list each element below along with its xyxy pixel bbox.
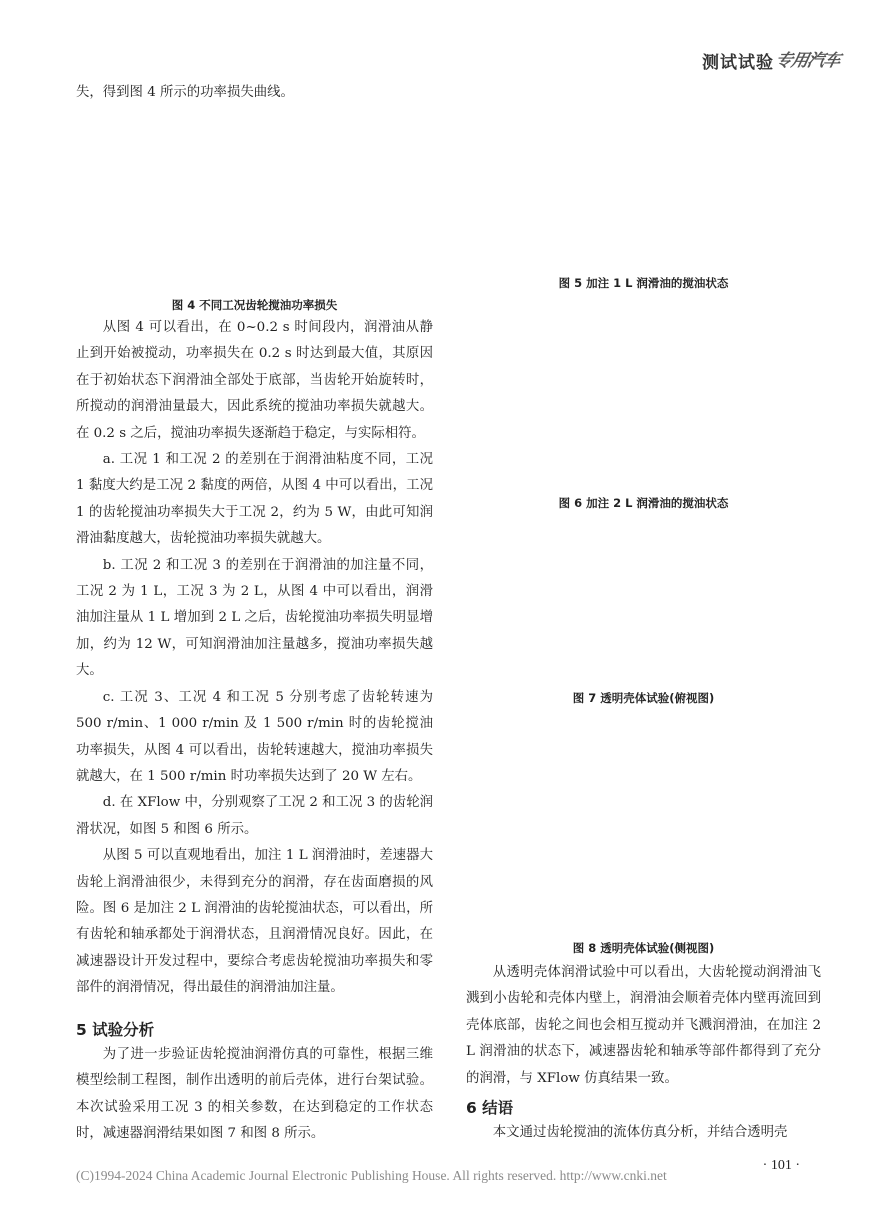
journal-logo: 专用汽车 [773,51,842,71]
paragraph-case-d: d. 在 XFlow 中，分别观察了工况 2 和工况 3 的齿轮润滑状况，如图 5 和图 6 所示。 [76,795,433,837]
paragraph-case-c: c. 工况 3、工况 4 和工况 5 分别考虑了齿轮转速为 500 r/min、1 000 r/min 及 1 500 r/min 时的齿轮搅油功率损失，从图 4 可以看出，齿轮转速越大，搅油功率损失就越大，在 1 500 r/min 时功率损失达到了 20 W 左右。 [76,689,433,784]
figure-7-caption: 图 7 透明壳体试验(俯视图) [572,691,715,705]
paragraph-case-a: a. 工况 1 和工况 2 的差别在于润滑油粘度不同，工况 1 黏度大约是工况 2 黏度的两倍，从图 4 中可以看出，工况 1 的齿轮搅油功率损失大于工况 2，约为 5 W，由此可知润滑油黏度越大，齿轮搅油功率损失就越大。 [76,452,433,547]
running-header-section: 测试试验 [702,53,774,73]
section-6-body [466,1120,821,1146]
right-body [466,960,821,1092]
section-6-heading: 6 结语 [466,1099,514,1117]
section-6-paragraph: 本文通过齿轮搅油的流体仿真分析，并结合透明壳 [492,1125,788,1140]
figure-6-caption: 图 6 加注 2 L 润滑油的搅油状态 [558,496,729,510]
left-body [76,315,433,1002]
section-5-body [76,1042,433,1148]
section-5-paragraph: 为了进一步验证齿轮搅油润滑仿真的可靠性，根据三维模型绘制工程图，制作出透明的前后壳体，进行台架试验。本次试验采用工况 3 的相关参数，在达到稳定的工作状态时，减速器润滑结果如图 7 和图 8 所示。 [76,1047,433,1142]
transparent-housing-paragraph: 从透明壳体润滑试验中可以看出，大齿轮搅动润滑油飞溅到小齿轮和壳体内壁上，润滑油会顺着壳体内壁再流回到壳体底部，齿轮之间也会相互搅动并飞溅润滑油，在加注 2 L 润滑油的状态下，减速器齿轮和轴承等部件都得到了充分的润滑，与 XFlow 仿真结果一致。 [466,965,821,1086]
figure-8-caption: 图 8 透明壳体试验(侧视图) [572,941,715,955]
section-5-heading: 5 试验分析 [76,1021,155,1039]
figure-5-caption: 图 5 加注 1 L 润滑油的搅油状态 [558,276,729,290]
left-intro [76,80,433,106]
page-number: · 101 · [762,1158,800,1173]
paragraph-case-b: b. 工况 2 和工况 3 的差别在于润滑油的加注量不同，工况 2 为 1 L，工况 3 为 2 L，从图 4 中可以看出，润滑油加注量从 1 L 增加到 2 L 之后，齿轮搅油功率损失明显增加，约为 12 W，可知润滑油加注量越多，搅油功率损失越大。 [76,557,433,679]
intro-line: 失，得到图 4 所示的功率损失曲线。 [76,85,294,100]
paragraph-fig5-fig6: 从图 5 可以直观地看出，加注 1 L 润滑油时，差速器大齿轮上润滑油很少，未得到充分的润滑，存在齿面磨损的风险。图 6 是加注 2 L 润滑油的齿轮搅油状态，可以看出，所有齿轮和轴承都处于润滑状态，且润滑情况良好。因此，在减速器设计开发过程中，要综合考虑齿轮搅油功率损失和零部件的润滑情况，得出最佳的润滑油加注量。 [76,848,433,996]
figure-4-caption: 图 4 不同工况齿轮搅油功率损失 [171,298,338,312]
copyright-notice: (C)1994-2024 China Academic Journal Electronic Publishing House. All rights reserved. http://www.cnki.net [76,1168,667,1183]
paragraph-fig4-analysis: 从图 4 可以看出，在 0~0.2 s 时间段内，润滑油从静止到开始被搅动，功率损失在 0.2 s 时达到最大值，其原因在于初始状态下润滑油全部处于底部，当齿轮开始旋转时，所搅动的润滑油量最大，因此系统的搅油功率损失就越大。在 0.2 s 之后，搅油功率损失逐渐趋于稳定，与实际相符。 [76,320,433,441]
